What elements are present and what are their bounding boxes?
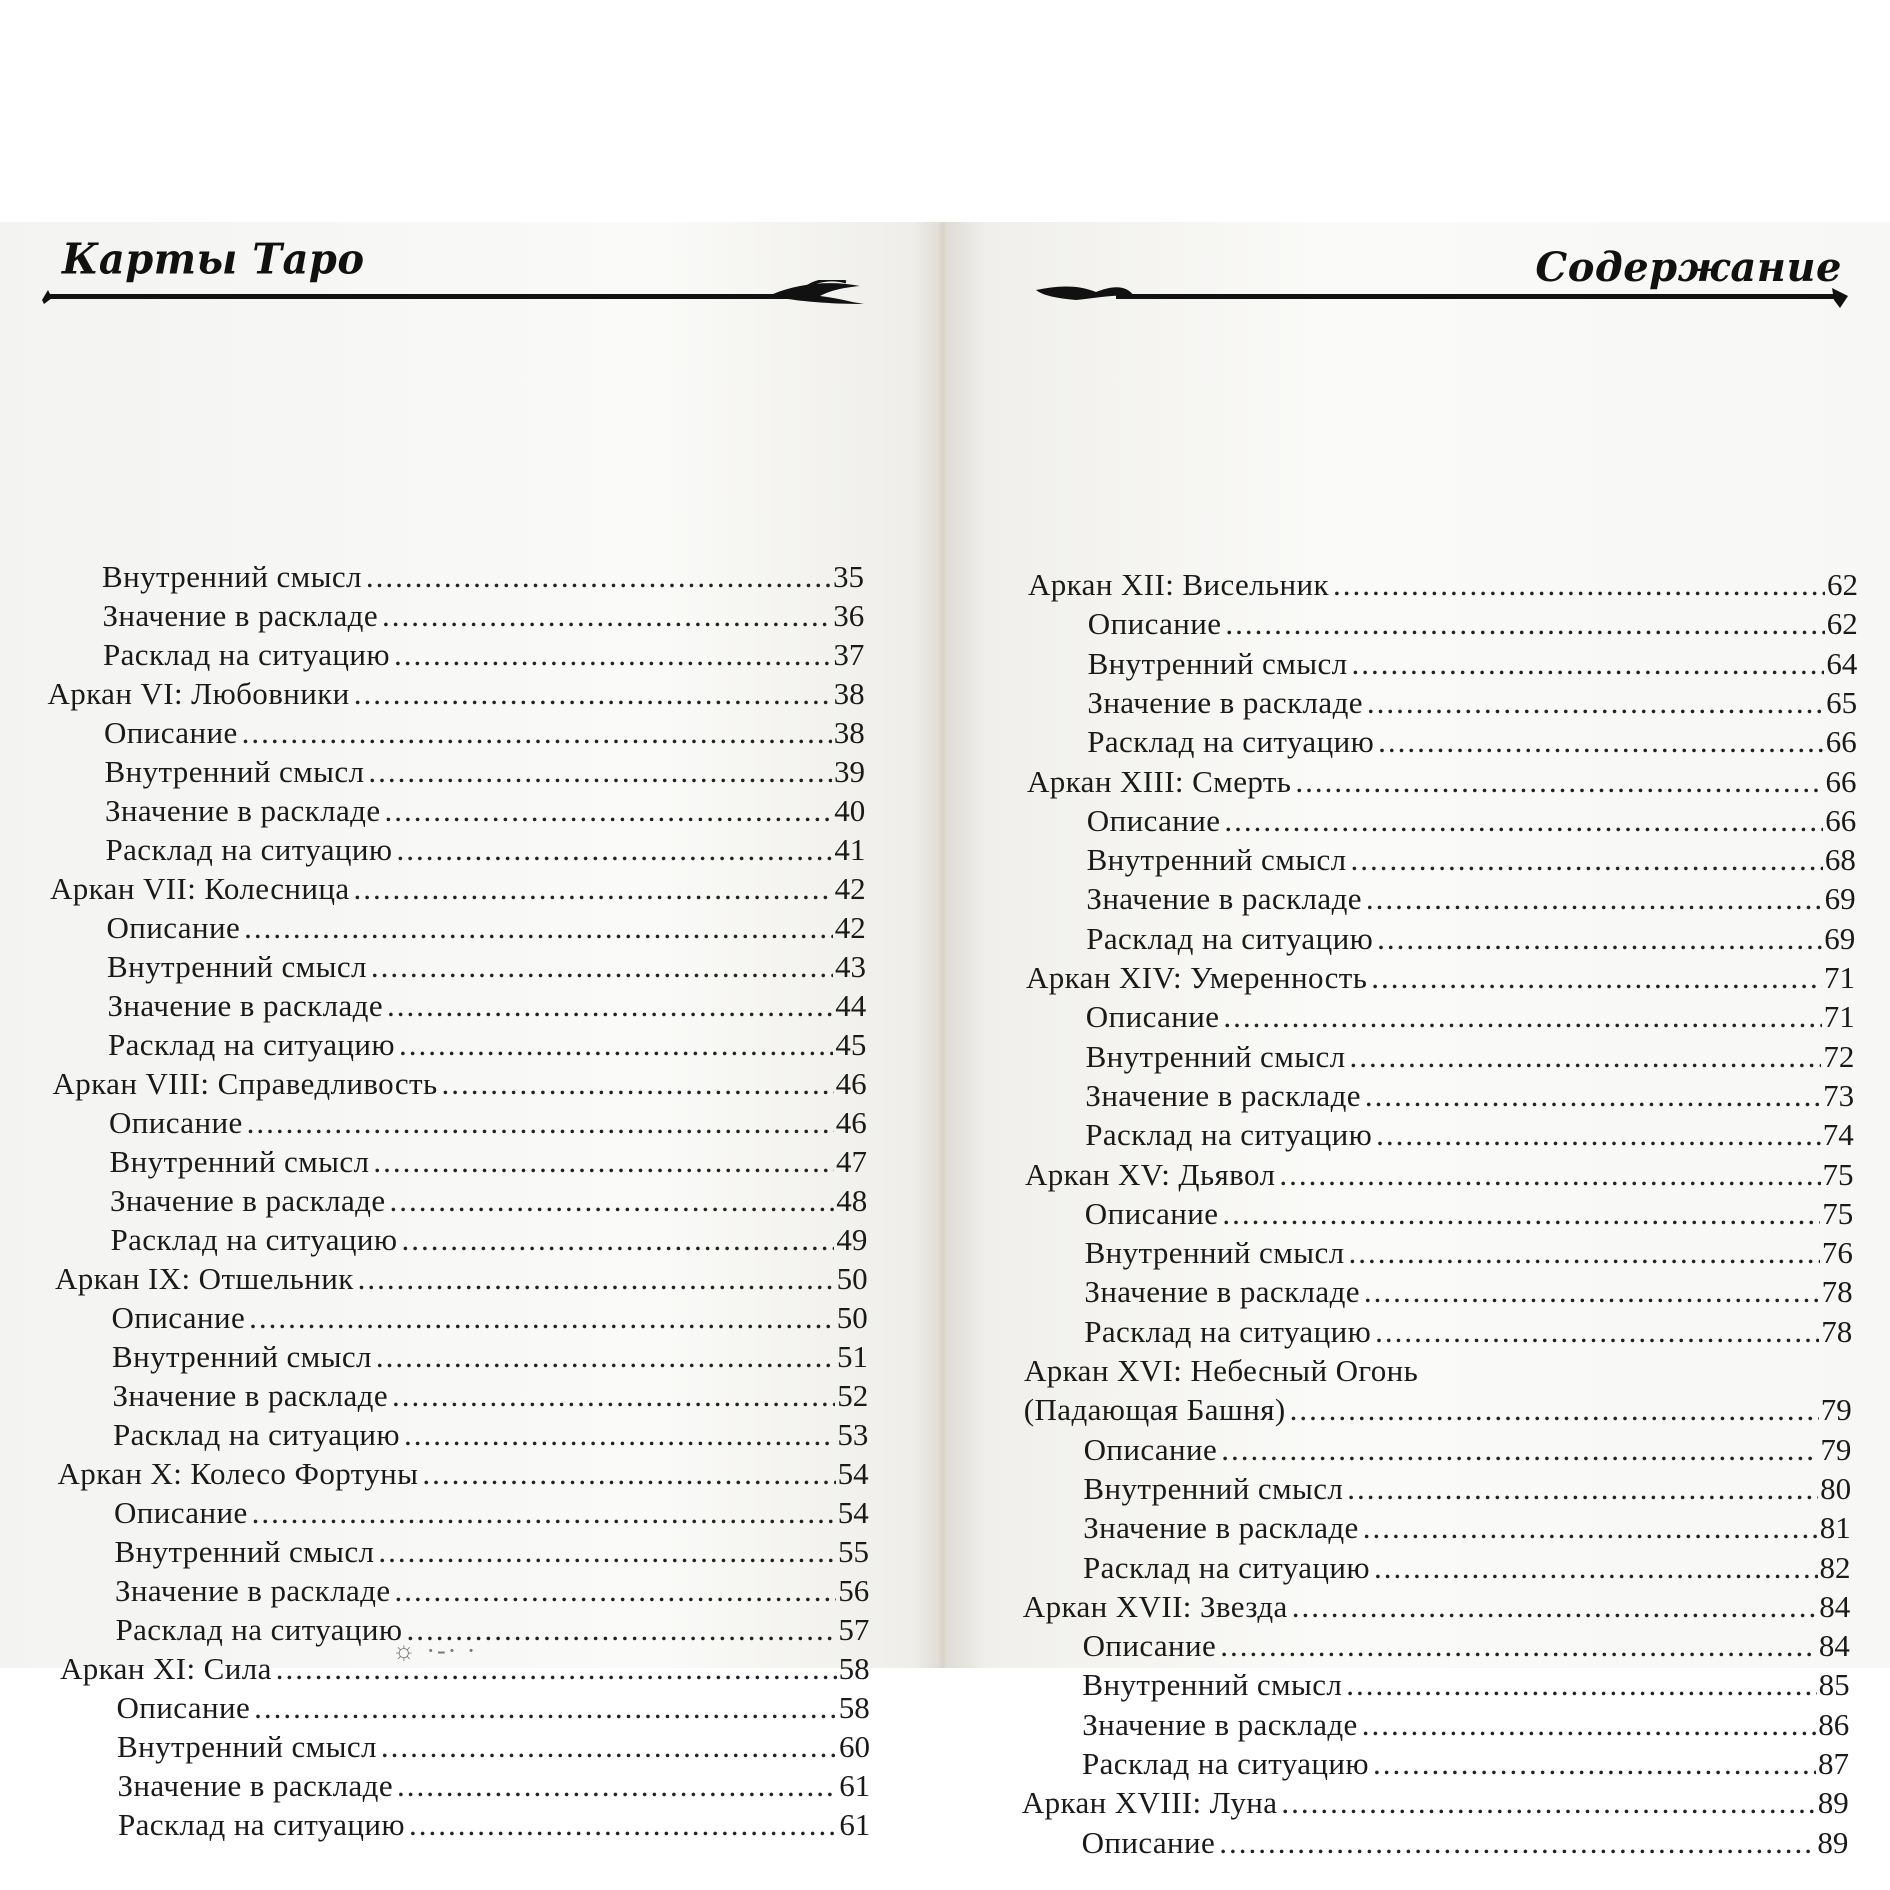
toc-entry-page-number: 76 bbox=[1821, 1235, 1853, 1271]
toc-entry-title: Значение в раскладе bbox=[1084, 1274, 1360, 1310]
toc-leader-dots bbox=[368, 753, 832, 791]
toc-leader-dots bbox=[373, 1143, 834, 1181]
toc-entry-title: Описание bbox=[1085, 999, 1220, 1035]
toc-entry-title: Описание bbox=[1081, 1824, 1216, 1860]
toc-entry-title: Расклад на ситуацию bbox=[108, 1027, 395, 1062]
toc-entry-title: Расклад на ситуацию bbox=[105, 832, 393, 867]
toc-entry-title: Аркан XIII: Смерть bbox=[1027, 763, 1292, 799]
toc-leader-dots bbox=[1295, 763, 1823, 801]
toc-entry bbox=[1083, 1470, 1851, 1508]
toc-leader-dots bbox=[1365, 1077, 1821, 1115]
toc-entry bbox=[58, 1455, 869, 1493]
toc-leader-dots bbox=[401, 1221, 834, 1259]
toc-entry bbox=[1087, 684, 1857, 722]
toc-entry-page-number: 40 bbox=[834, 793, 866, 828]
toc-entry-title: Значение в раскладе bbox=[1082, 1706, 1358, 1742]
left-running-title: Карты Таро bbox=[62, 234, 365, 285]
toc-leader-dots bbox=[1223, 998, 1821, 1036]
toc-entry-title: Внутренний смысл bbox=[117, 1729, 377, 1764]
toc-entry-title: Внутренний смысл bbox=[1087, 645, 1348, 681]
toc-entry-title: Описание bbox=[104, 715, 238, 750]
toc-entry-page-number: 60 bbox=[839, 1729, 870, 1764]
toc-leader-dots bbox=[354, 675, 832, 713]
toc-entry bbox=[1082, 1824, 1849, 1862]
toc-entry-page-number: 54 bbox=[837, 1456, 869, 1491]
toc-entry bbox=[103, 636, 864, 674]
toc-entry bbox=[1023, 1588, 1850, 1626]
toc-entry-title: Аркан XI: Сила bbox=[60, 1651, 272, 1686]
toc-leader-dots bbox=[1362, 1706, 1817, 1744]
toc-entry-page-number: 81 bbox=[1819, 1510, 1851, 1546]
toc-entry-page-number: 66 bbox=[1825, 724, 1857, 760]
toc-leader-dots bbox=[254, 1689, 837, 1727]
toc-entry bbox=[53, 1065, 867, 1103]
toc-entry-title: Аркан XVIII: Луна bbox=[1021, 1785, 1278, 1821]
toc-entry-page-number: 89 bbox=[1817, 1824, 1849, 1860]
toc-entry-page-number: 42 bbox=[834, 871, 866, 906]
toc-entry bbox=[1084, 1273, 1852, 1311]
toc-leader-dots bbox=[1364, 1273, 1820, 1311]
toc-leader-dots bbox=[1224, 802, 1823, 840]
toc-entry-title: Описание bbox=[1086, 802, 1221, 838]
toc-entry bbox=[50, 870, 866, 908]
toc-entry-page-number: 62 bbox=[1826, 606, 1858, 642]
toc-entry-title: Описание bbox=[106, 910, 241, 945]
toc-entry bbox=[1082, 1666, 1849, 1704]
toc-entry-page-number: 54 bbox=[837, 1495, 869, 1530]
toc-entry-page-number: 68 bbox=[1824, 842, 1856, 878]
toc-leader-dots bbox=[1376, 1116, 1821, 1154]
toc-entry bbox=[1086, 998, 1855, 1036]
toc-entry-page-number: 73 bbox=[1823, 1077, 1855, 1113]
toc-entry bbox=[105, 753, 866, 791]
toc-entry-title: Описание bbox=[1083, 1431, 1218, 1467]
toc-entry-page-number: 89 bbox=[1817, 1785, 1849, 1821]
toc-entry-page-number: 57 bbox=[838, 1612, 870, 1647]
toc-entry-page-number: 58 bbox=[838, 1651, 870, 1686]
toc-leader-dots bbox=[1363, 1509, 1818, 1547]
toc-entry-page-number: 84 bbox=[1818, 1628, 1850, 1664]
toc-entry bbox=[1088, 645, 1858, 683]
toc-leader-dots bbox=[371, 948, 833, 986]
toc-entry-page-number: 71 bbox=[1824, 960, 1855, 995]
toc-entry-page-number: 87 bbox=[1818, 1746, 1849, 1781]
toc-entry-title: Значение в раскладе bbox=[105, 793, 381, 828]
toc-entry-page-number: 58 bbox=[838, 1690, 870, 1725]
toc-leader-dots bbox=[1290, 1391, 1819, 1429]
toc-entry-page-number: 85 bbox=[1818, 1667, 1850, 1703]
toc-entry-title: Значение в раскладе bbox=[115, 1573, 391, 1608]
toc-entry bbox=[1026, 959, 1855, 997]
toc-entry-page-number: 41 bbox=[834, 832, 866, 867]
toc-entry-title: Расклад на ситуацию bbox=[110, 1222, 398, 1257]
toc-leader-dots bbox=[249, 1299, 835, 1337]
toc-entry bbox=[1088, 605, 1858, 643]
toc-leader-dots bbox=[1375, 1313, 1819, 1351]
toc-entry bbox=[103, 597, 865, 635]
toc-leader-dots bbox=[1281, 1784, 1815, 1822]
toc-entry-page-number: 51 bbox=[837, 1339, 868, 1374]
toc-entry bbox=[1083, 1627, 1850, 1665]
toc-entry-title: Аркан XVII: Звезда bbox=[1022, 1588, 1288, 1624]
toc-leader-dots bbox=[358, 1260, 835, 1298]
toc-entry-title: Значение в раскладе bbox=[107, 988, 384, 1023]
toc-entry-title: Расклад на ситуацию bbox=[1084, 1313, 1372, 1349]
toc-entry-title: Расклад на ситуацию bbox=[1083, 1549, 1370, 1585]
toc-entry-title: Аркан VIII: Справедливость bbox=[52, 1066, 438, 1101]
toc-leader-dots bbox=[252, 1494, 836, 1532]
toc-entry-title: Расклад на ситуацию bbox=[1082, 1746, 1369, 1781]
left-header-ornament bbox=[38, 280, 868, 310]
toc-entry bbox=[1084, 1431, 1852, 1469]
toc-entry bbox=[104, 714, 865, 752]
toc-leader-dots bbox=[385, 792, 833, 830]
toc-leader-dots bbox=[376, 1338, 835, 1376]
toc-entry bbox=[1028, 566, 1858, 604]
toc-entry-page-number: 48 bbox=[836, 1183, 868, 1218]
toc-entry-page-number: 69 bbox=[1824, 881, 1856, 917]
toc-entry-page-number: 74 bbox=[1822, 1117, 1854, 1153]
toc-leader-dots bbox=[422, 1455, 835, 1493]
toc-leader-dots bbox=[390, 1182, 835, 1220]
toc-entry-page-number: 50 bbox=[836, 1300, 868, 1335]
toc-entry-title: Расклад на ситуацию bbox=[1086, 920, 1374, 956]
toc-leader-dots bbox=[442, 1065, 834, 1103]
toc-entry-page-number: 39 bbox=[834, 754, 865, 789]
toc-entry bbox=[118, 1767, 871, 1805]
toc-entry-page-number: 38 bbox=[833, 676, 865, 711]
toc-entry-title: Внутренний смысл bbox=[1085, 1038, 1346, 1074]
toc-leader-dots bbox=[404, 1416, 835, 1454]
toc-entry-title: Значение в раскладе bbox=[1086, 881, 1362, 917]
toc-entry-page-number: 66 bbox=[1825, 763, 1857, 799]
toc-entry-page-number: 52 bbox=[837, 1378, 869, 1413]
toc-entry bbox=[111, 1221, 868, 1259]
toc-entry-title: Аркан VI: Любовники bbox=[47, 676, 350, 711]
toc-entry-title: Значение в раскладе bbox=[112, 1378, 389, 1413]
toc-leader-dots bbox=[1222, 1195, 1820, 1233]
toc-entry bbox=[1082, 1706, 1849, 1744]
right-running-title: Содержание bbox=[1535, 244, 1842, 291]
toc-entry-page-number: 75 bbox=[1822, 1195, 1854, 1231]
toc-entry-title: Аркан XVI: Небесный Огонь bbox=[1024, 1353, 1419, 1388]
toc-leader-dots bbox=[1377, 920, 1822, 958]
toc-entry-title: Внутренний смысл bbox=[1084, 1235, 1345, 1271]
toc-leader-dots bbox=[378, 1533, 836, 1571]
toc-entry bbox=[1025, 1156, 1854, 1194]
toc-entry-title: Описание bbox=[1087, 606, 1222, 642]
toc-leader-dots bbox=[247, 1104, 834, 1142]
toc-entry bbox=[1022, 1784, 1849, 1822]
toc-entry-page-number: 86 bbox=[1818, 1706, 1850, 1742]
toc-entry bbox=[110, 1143, 868, 1181]
toc-entry bbox=[1086, 1038, 1855, 1076]
toc-entry-title: Описание bbox=[111, 1300, 246, 1335]
toc-entry-page-number: 78 bbox=[1821, 1313, 1853, 1349]
toc-leader-dots bbox=[354, 870, 833, 908]
toc-leader-dots bbox=[366, 558, 831, 596]
toc-leader-dots bbox=[1347, 1470, 1818, 1508]
toc-entry bbox=[1085, 1195, 1853, 1233]
toc-entry bbox=[1083, 1549, 1851, 1587]
toc-entry-page-number: 69 bbox=[1824, 920, 1856, 956]
toc-entry bbox=[107, 909, 866, 947]
toc-entry-title: (Падающая Башня) bbox=[1023, 1392, 1286, 1428]
toc-leader-dots bbox=[1279, 1156, 1820, 1194]
toc-leader-dots bbox=[395, 1572, 837, 1610]
toc-entry-title: Расклад на ситуацию bbox=[118, 1807, 405, 1842]
toc-entry bbox=[48, 675, 865, 713]
toc-entry bbox=[112, 1338, 868, 1376]
toc-entry-title: Аркан X: Колесо Фортуны bbox=[57, 1456, 419, 1491]
toc-entry-title: Внутренний смысл bbox=[104, 754, 365, 789]
toc-entry bbox=[107, 948, 866, 986]
toc-leader-dots bbox=[1374, 1549, 1818, 1587]
toc-leader-dots bbox=[381, 1728, 837, 1766]
toc-entry bbox=[102, 558, 864, 596]
toc-entry bbox=[114, 1494, 869, 1532]
toc-leader-dots bbox=[1366, 880, 1823, 918]
toc-entry-page-number: 66 bbox=[1825, 802, 1857, 838]
toc-entry-title: Значение в раскладе bbox=[1083, 1510, 1359, 1546]
toc-entry bbox=[1086, 880, 1855, 918]
toc-entry-title: Внутренний смысл bbox=[1083, 1470, 1344, 1506]
toc-entry-page-number: 61 bbox=[839, 1768, 871, 1803]
toc-entry bbox=[1024, 1391, 1852, 1429]
toc-entry bbox=[115, 1572, 869, 1610]
toc-entry bbox=[1083, 1509, 1851, 1547]
toc-leader-dots bbox=[1350, 1038, 1822, 1076]
toc-entry-page-number: 47 bbox=[836, 1144, 867, 1179]
toc-entry-title: Значение в раскладе bbox=[110, 1183, 386, 1218]
toc-entry bbox=[108, 987, 867, 1025]
toc-entry bbox=[105, 792, 865, 830]
toc-entry-title: Внутренний смысл bbox=[102, 559, 362, 594]
toc-entry bbox=[117, 1728, 870, 1766]
toc-leader-dots bbox=[382, 597, 831, 635]
toc-entry bbox=[1085, 1116, 1854, 1154]
toc-entry-page-number: 44 bbox=[835, 988, 867, 1023]
toc-entry-page-number: 38 bbox=[833, 715, 865, 750]
toc-entry-title: Внутренний смысл bbox=[1082, 1667, 1343, 1703]
left-page bbox=[0, 222, 940, 1842]
toc-entry-page-number: 49 bbox=[836, 1222, 868, 1257]
toc-leader-dots bbox=[1292, 1588, 1817, 1626]
toc-entry bbox=[1084, 1313, 1852, 1351]
toc-entry-page-number: 64 bbox=[1826, 645, 1858, 681]
toc-leader-dots bbox=[396, 831, 832, 869]
toc-entry bbox=[106, 831, 866, 869]
toc-entry-page-number: 46 bbox=[835, 1105, 867, 1140]
toc-entry-page-number: 62 bbox=[1827, 567, 1858, 602]
toc-entry bbox=[1087, 802, 1856, 840]
toc-entry-title: Значение в раскладе bbox=[117, 1768, 394, 1803]
toc-entry-page-number: 79 bbox=[1820, 1431, 1852, 1467]
toc-leader-dots bbox=[1220, 1627, 1817, 1665]
toc-leader-dots bbox=[1351, 841, 1823, 879]
toc-entry bbox=[110, 1182, 867, 1220]
toc-entry bbox=[1085, 1077, 1854, 1115]
toc-entry-title: Расклад на ситуацию bbox=[115, 1612, 403, 1647]
toc-leader-dots bbox=[242, 714, 832, 752]
toc-entry-page-number: 45 bbox=[835, 1027, 867, 1062]
toc-entry-title: Описание bbox=[1084, 1195, 1219, 1231]
toc-leader-dots bbox=[1373, 1745, 1816, 1783]
toc-entry bbox=[113, 1416, 868, 1454]
toc-entry-title: Описание bbox=[109, 1105, 243, 1140]
toc-entry-title: Значение в раскладе bbox=[1085, 1077, 1361, 1113]
toc-entry-page-number: 79 bbox=[1820, 1392, 1852, 1428]
toc-entry-page-number: 50 bbox=[836, 1261, 868, 1296]
toc-entry bbox=[117, 1689, 870, 1727]
toc-entry-page-number: 84 bbox=[1819, 1588, 1851, 1624]
toc-entry-page-number: 82 bbox=[1819, 1549, 1851, 1585]
toc-entry-page-number: 53 bbox=[837, 1417, 869, 1452]
toc-entry-title: Внутренний смысл bbox=[107, 949, 367, 984]
toc-entry-title: Аркан IX: Отшельник bbox=[55, 1261, 354, 1296]
toc-leader-dots bbox=[409, 1806, 837, 1844]
toc-leader-dots bbox=[244, 909, 833, 947]
toc-leader-dots bbox=[1371, 959, 1822, 997]
toc-entry-page-number: 71 bbox=[1823, 999, 1855, 1035]
book-spread bbox=[0, 222, 1890, 1860]
toc-entry-title: Внутренний смысл bbox=[114, 1534, 375, 1569]
toc-entry bbox=[1027, 763, 1857, 801]
toc-entry-page-number: 78 bbox=[1821, 1274, 1853, 1310]
toc-entry-title: Расклад на ситуацию bbox=[113, 1417, 400, 1452]
toc-entry-page-number: 43 bbox=[835, 949, 866, 984]
toc-entry bbox=[1082, 1745, 1849, 1783]
toc-entry bbox=[118, 1806, 870, 1844]
toc-entry-title: Аркан VII: Колесница bbox=[50, 871, 350, 906]
toc-entry-title: Внутренний смысл bbox=[1086, 842, 1347, 878]
toc-entry-page-number: 56 bbox=[838, 1573, 870, 1608]
toc-leader-dots bbox=[394, 636, 831, 674]
toc-leader-dots bbox=[1349, 1234, 1820, 1272]
toc-entry bbox=[1087, 723, 1857, 761]
toc-entry bbox=[1086, 920, 1855, 958]
toc-entry-title: Расклад на ситуацию bbox=[1087, 724, 1375, 760]
toc-entry bbox=[109, 1104, 867, 1142]
toc-entry bbox=[115, 1533, 870, 1571]
toc-entry-page-number: 35 bbox=[833, 559, 864, 594]
toc-leader-dots bbox=[1346, 1666, 1816, 1704]
toc-entry bbox=[116, 1611, 870, 1649]
toc-entry-page-number: 42 bbox=[834, 910, 866, 945]
toc-entry-title: Расклад на ситуацию bbox=[103, 637, 390, 672]
right-page bbox=[948, 222, 1890, 1860]
toc-entry-title: Внутренний смысл bbox=[112, 1339, 372, 1374]
toc-leader-dots bbox=[399, 1026, 833, 1064]
toc-entry bbox=[112, 1299, 868, 1337]
toc-leader-dots bbox=[1367, 684, 1824, 722]
toc-entry-page-number: 37 bbox=[833, 637, 865, 672]
toc-entry-title: Аркан XII: Висельник bbox=[1028, 567, 1329, 602]
toc-entry bbox=[108, 1026, 866, 1064]
toc-entry-page-number: 55 bbox=[838, 1534, 869, 1569]
toc-entry-page-number: 61 bbox=[839, 1807, 871, 1842]
toc-entry-page-number: 75 bbox=[1822, 1156, 1854, 1192]
toc-entry-title: Расклад на ситуацию bbox=[1085, 1117, 1373, 1153]
toc-entry-page-number: 65 bbox=[1826, 684, 1858, 720]
toc-entry-title: Значение в раскладе bbox=[102, 598, 379, 633]
toc-entry-title: Описание bbox=[116, 1690, 251, 1725]
toc-entry bbox=[1087, 841, 1856, 879]
toc-entry-title: Описание bbox=[114, 1495, 248, 1530]
toc-leader-dots bbox=[1333, 566, 1825, 604]
toc-entry bbox=[55, 1260, 868, 1298]
toc-entry-page-number: 72 bbox=[1823, 1038, 1855, 1074]
toc-entry-page-number: 46 bbox=[835, 1066, 867, 1101]
toc-leader-dots bbox=[1221, 1431, 1818, 1469]
toc-entry-title: Аркан XV: Дьявол bbox=[1025, 1156, 1276, 1192]
toc-entry bbox=[113, 1377, 869, 1415]
toc-entry-title: Внутренний смысл bbox=[109, 1144, 370, 1179]
toc-entry-title: Значение в раскладе bbox=[1087, 684, 1363, 720]
toc-leader-dots bbox=[1225, 605, 1824, 643]
toc-entry bbox=[1085, 1234, 1853, 1272]
toc-leader-dots bbox=[1219, 1824, 1815, 1862]
toc-leader-dots bbox=[387, 987, 833, 1025]
toc-entry-page-number: 80 bbox=[1820, 1470, 1852, 1506]
toc-leader-dots bbox=[1378, 723, 1824, 761]
page-folio-fragment: ☼ ·-· · bbox=[392, 1636, 478, 1665]
toc-entry bbox=[1024, 1352, 1852, 1390]
toc-leader-dots bbox=[1352, 645, 1825, 683]
toc-entry-page-number: 36 bbox=[833, 598, 865, 633]
toc-leader-dots bbox=[392, 1377, 835, 1415]
toc-leader-dots bbox=[397, 1767, 837, 1805]
toc-entry-title: Описание bbox=[1082, 1628, 1217, 1664]
toc-leader-dots bbox=[276, 1650, 837, 1688]
toc-entry-title: Аркан XIV: Умеренность bbox=[1026, 960, 1368, 995]
right-header-ornament bbox=[1036, 282, 1856, 312]
